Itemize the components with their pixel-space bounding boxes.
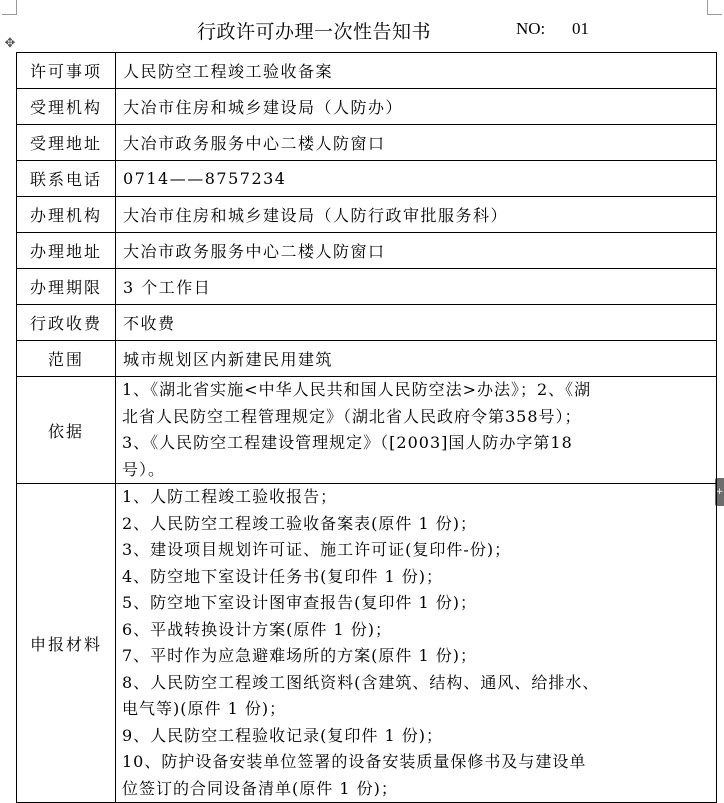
row-value: 3 个工作日: [116, 269, 717, 305]
table-row: [17, 89, 717, 125]
basis-line: 号）。: [122, 459, 166, 479]
material-item: 2、人民防空工程竣工验收备案表(原件 1 份)；: [122, 513, 478, 533]
row-value: 0714——8757234: [116, 161, 717, 197]
table-row: [17, 197, 717, 233]
basis-label: 依据: [17, 377, 116, 484]
document-header: [0, 17, 724, 45]
material-item: 8、人民防空工程竣工图纸资料(含建筑、结构、通风、给排水、: [122, 672, 600, 692]
plus-icon: +: [715, 487, 724, 497]
row-label: 联系电话: [17, 161, 116, 197]
table-row: [17, 125, 717, 161]
material-item: 5、防空地下室设计图审查报告(复印件 1 份)；: [122, 593, 478, 612]
material-item: 1、人防工程竣工验收报告；: [122, 487, 338, 506]
material-item: 7、平时作为应急避难场所的方案(原件 1 份)；: [122, 646, 478, 665]
table-row-materials: [17, 484, 717, 803]
row-value: 大冶市住房和城乡建设局（人防行政审批服务科）: [116, 197, 717, 233]
basis-line: 1、《湖北省实施<中华人民共和国人民防空法>办法》；2、《湖: [122, 380, 592, 399]
row-value: 大冶市政务服务中心二楼人防窗口: [116, 233, 717, 269]
row-value: 大冶市住房和城乡建设局（人防办）: [116, 89, 717, 125]
table-move-handle-icon[interactable]: ✥: [4, 36, 16, 51]
row-label: 受理地址: [17, 125, 116, 161]
document-title: 行政许可办理一次性告知书: [197, 21, 432, 43]
basis-line: 3、《人民防空工程建设管理规定》（[2003]国人防办字第18: [122, 433, 573, 452]
row-value: 人民防空工程竣工验收备案: [116, 53, 717, 89]
table-row-basis: [17, 377, 717, 484]
row-label: 受理机构: [17, 89, 116, 125]
material-item: 6、平战转换设计方案(原件 1 份)；: [122, 619, 393, 639]
table-row: [17, 53, 717, 89]
materials-label: 申报材料: [17, 484, 116, 803]
notice-table: [16, 52, 717, 803]
row-value: 大冶市政务服务中心二楼人防窗口: [116, 125, 717, 161]
material-item: 4、防空地下室设计任务书(复印件 1 份)；: [122, 566, 444, 586]
table-row: [17, 161, 717, 197]
table-row: [17, 233, 717, 269]
basis-text: [116, 377, 717, 484]
material-item: 10、防护设备安装单位签署的设备安装质量保修书及与建设单: [122, 752, 587, 771]
row-label: 办理机构: [17, 197, 116, 233]
material-item: 电气等)(原件 1 份)；: [122, 699, 287, 718]
materials-list: [116, 484, 717, 803]
material-item: 9、人民防空工程验收记录(复印件 1 份)；: [122, 725, 444, 745]
crop-mark-top-left: [2, 0, 17, 15]
table-row: [17, 305, 717, 341]
row-value: 城市规划区内新建民用建筑: [116, 341, 717, 377]
material-item: 位签订的合同设备清单(原件 1 份)；: [122, 778, 398, 798]
table-row: [17, 341, 717, 377]
table-row: [17, 269, 717, 305]
basis-line: 北省人民防空工程管理规定》（湖北省人民政府令第358号）；: [122, 406, 582, 426]
number-label: NO:: [516, 19, 546, 38]
row-label: 办理地址: [17, 233, 116, 269]
material-item: 3、建设项目规划许可证、施工许可证(复印件-份)；: [122, 540, 512, 559]
number-value: 01: [572, 19, 589, 38]
row-label: 许可事项: [17, 53, 116, 89]
row-value: 不收费: [116, 305, 717, 341]
row-label: 行政收费: [17, 305, 116, 341]
crop-mark-top-right: [707, 0, 722, 15]
row-label: 范围: [17, 341, 116, 377]
row-label: 办理期限: [17, 269, 116, 305]
